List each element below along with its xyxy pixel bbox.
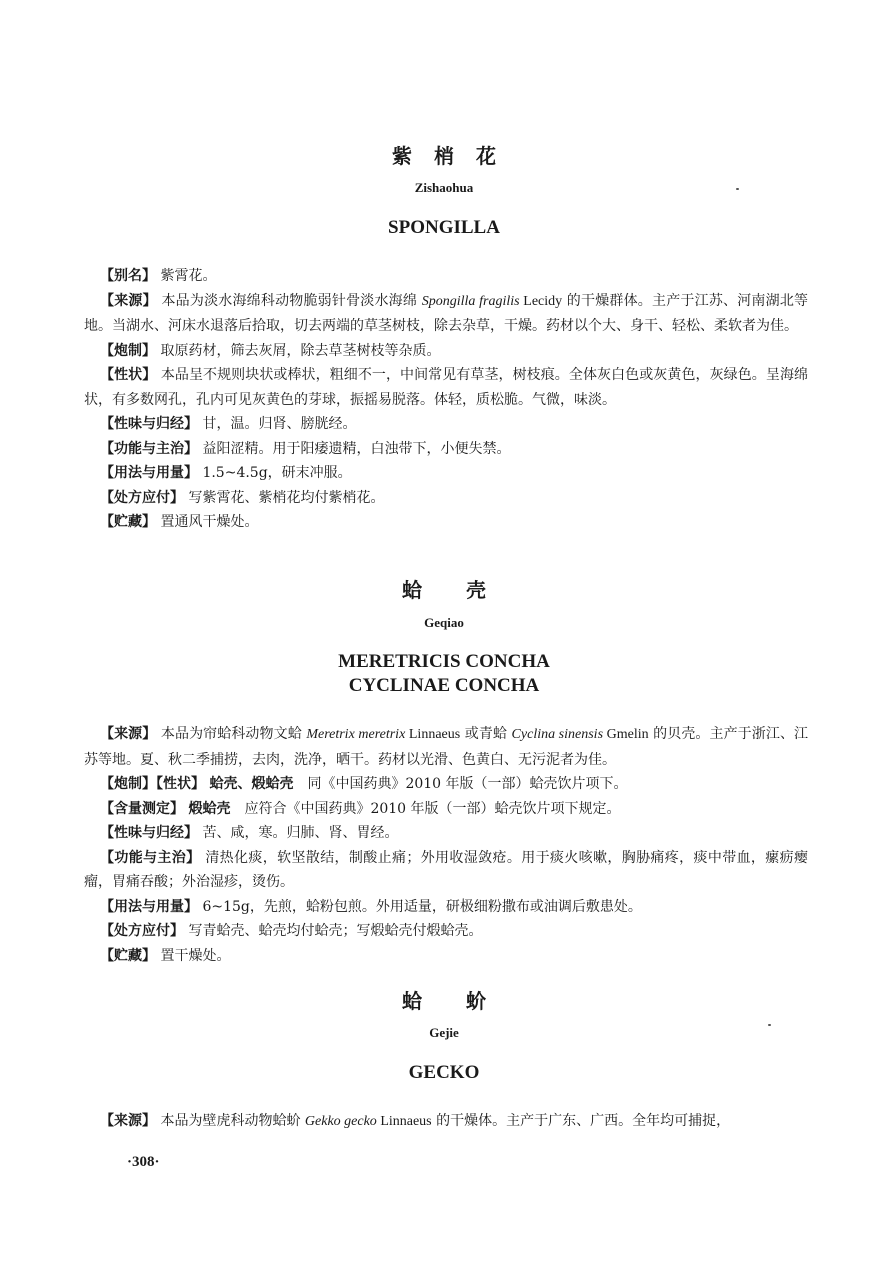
entry-title-geqiao: 蛤壳: [402, 578, 530, 602]
paragraph-processing-characteristics: 【炮制】【性状】 蛤壳、煅蛤壳 同《中国药典》2010 年版（一部）蛤壳饮片项下。: [100, 776, 628, 792]
entry-body-zishaohua: [84, 264, 808, 535]
paragraph-prescription: 【处方应付】 写青蛤壳、蛤壳均付蛤壳；写煅蛤壳付煅蛤壳。: [100, 923, 483, 939]
entry-latin-name-geqiao-1: MERETRICIS CONCHA: [338, 651, 550, 672]
paragraph-characteristics: 【性状】 本品呈不规则块状或棒状，粗细不一，中间常见有草茎，树枝痕。全体灰白色或灰黄色，灰绿色。呈海绵状，有多数网孔，孔内可见灰黄色的芽球，振摇易脱落。体轻，质松脆。气微，味淡。: [84, 367, 809, 408]
entry-body-gejie: [84, 1109, 808, 1135]
paragraph-prescription: 【处方应付】 写紫霄花、紫梢花均付紫梢花。: [100, 489, 385, 506]
paragraph-assay: 【含量测定】 煅蛤壳 应符合《中国药典》2010 年版（一部）蛤壳饮片项下规定。: [100, 800, 621, 817]
scan-speck: [736, 188, 739, 190]
paragraph-storage: 【贮藏】 置干燥处。: [100, 947, 231, 964]
paragraph-source: 【来源】 本品为帘蛤科动物文蛤 Meretrix meretrix Linnaeus 或青蛤 Cyclina sinensis Gmelin 的贝壳。主产于浙江、江苏等地。夏、秋二季捕捞，去肉，洗净，晒干。药材以光滑、色黄白、无污泥者为佳。: [84, 726, 809, 768]
paragraph-dosage: 【用法与用量】 6~15g，先煎，蛤粉包煎。外用适量，研极细粉撒布或油调后敷患处。: [100, 898, 642, 915]
paragraph-processing: 【炮制】 取原药材，筛去灰屑，除去草茎树枝等杂质。: [100, 342, 441, 359]
entry-pinyin-geqiao: Geqiao: [424, 615, 464, 630]
paragraph-function: 【功能与主治】 益阳涩精。用于阳痿遗精，白浊带下，小便失禁。: [100, 440, 511, 457]
paragraph-storage: 【贮藏】 置通风干燥处。: [100, 514, 259, 530]
entry-latin-name-geqiao-2: CYCLINAE CONCHA: [348, 675, 540, 696]
paragraph-alias: 【别名】 紫霄花。: [100, 268, 217, 284]
paragraph-dosage: 【用法与用量】 1.5~4.5g，研末冲服。: [100, 465, 352, 481]
entry-latin-name-zishaohua: SPONGILLA: [388, 217, 500, 238]
entry-title-gejie: 蛤蚧: [402, 989, 530, 1013]
scan-speck: [768, 1024, 771, 1026]
paragraph-source: 【来源】 本品为壁虎科动物蛤蚧 Gekko gecko Linnaeus 的干燥体。主产于广东、广西。全年均可捕捉，: [100, 1113, 731, 1129]
entry-pinyin-zishaohua: Zishaohua: [414, 180, 474, 195]
entry-body-geqiao: [84, 722, 808, 968]
paragraph-source: 【来源】 本品为淡水海绵科动物脆弱针骨淡水海绵 Spongilla fragilis Lecidy 的干燥群体。主产于江苏、河南湖北等地。当湖水、河床水退落后拾取，切去两端的草茎树枝，除去杂草，干燥。药材以个大、身干、轻松、柔软者为佳。: [84, 292, 809, 334]
page-number: ·308·: [127, 1154, 160, 1170]
paragraph-nature-meridian: 【性味与归经】 甘，温。归肾、膀胱经。: [100, 416, 357, 432]
entry-latin-name-gejie: GECKO: [408, 1062, 480, 1083]
paragraph-function: 【功能与主治】 清热化痰，软坚散结，制酸止痛；外用收湿敛疮。用于痰火咳嗽，胸胁痛疼，痰中带血，瘰疬瘿瘤，胃痛吞酸；外治湿疹，烫伤。: [84, 849, 809, 890]
entry-pinyin-gejie: Gejie: [429, 1025, 459, 1040]
paragraph-nature-meridian: 【性味与归经】 苦、咸，寒。归肺、肾、胃经。: [100, 825, 399, 841]
entry-title-zishaohua: 紫梢花: [392, 144, 518, 168]
